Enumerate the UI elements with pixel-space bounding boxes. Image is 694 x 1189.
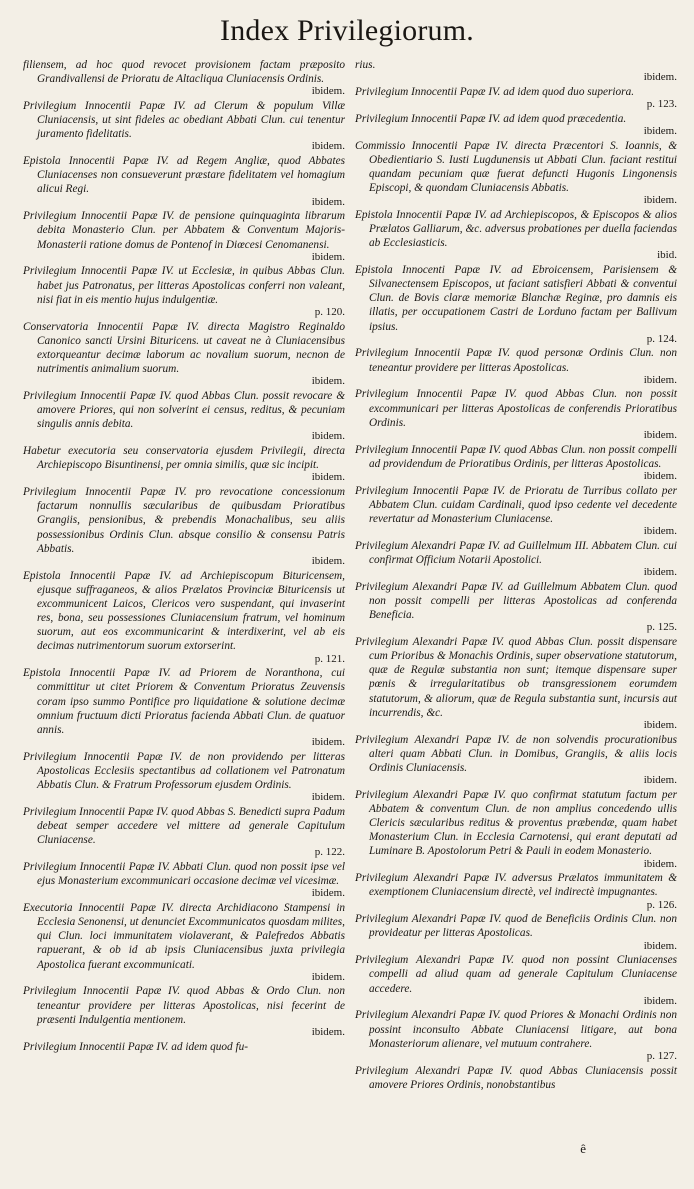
entry-text: Privilegium Innocentii Papæ IV. de Prioratu de Turribus collato per Abbatem Clun. cuidam Cardinali, quod ipso cedente vel decedente revertatur ad Monasterium Cluniacense. [355,484,677,525]
index-entry [23,569,345,665]
index-entry [355,208,677,262]
index-entry [23,264,345,318]
entry-text: Epistola Innocentii Papæ IV. ad Regem Angliæ, quod Abbates Cluniacenses non consueverunt præstare fidelitatem vel homagium alicui Regi. [23,155,345,196]
index-entry [23,444,345,484]
index-entry [23,750,345,804]
entry-text: Privilegium Innocentii Papæ IV. quod Abbas Clun. possit revocare & amovere Priores, qui non solverint ei census, reditus, & pecuniam singulis annis debita. [23,389,345,431]
index-entry [355,1008,677,1062]
index-entry [355,912,677,952]
page-reference: ibidem. [311,250,345,263]
page-reference: ibidem. [643,857,677,870]
page-reference: p. 123. [646,98,677,110]
entry-text: Privilegium Innocentii Papæ IV. quod Abbas Clun. non possit excommunicari per litteras Apostolicas de conferendis Prioratibus Ordinis. [355,388,677,429]
entry-text: Privilegium Innocentii Papæ IV. de pensione quinquaginta librarum debita Monasterio Clun. per Abbatem & Conventum Majoris-Monasterii ratione domus de Pontenof in Diœcesi Cenomanensi. [23,210,345,251]
index-entry [23,154,345,208]
entry-text: Epistola Innocenti Papæ IV. ad Ebroicensem, Parisiensem & Silvanectensem Episcopos, ut faciant satisfieri Abbati & conventui Clun. de Bovis claræ memoriæ Blanchæ Reginæ, pro damnis eis illatis, per occupationem Castri de Lorduno factam per Ballivum ipsius. [355,264,677,333]
index-entry [355,635,677,731]
entry-text: Privilegium Alexandri Papæ IV. quod Priores & Monachi Ordinis non possint inconsulto Abbate Cluniacensi litigare, aut bona Monasteriorum alienare, vel mutuum contrahere. [355,1009,677,1050]
page-reference: ibidem. [643,939,677,952]
page-reference: ibidem. [643,469,677,482]
index-entry [23,984,345,1038]
entry-text: Privilegium Alexandri Papæ IV. de non solvendis procurationibus alteri quam Abbati Clun. in Domibus, Grangiis, & aliis locis Ordinis Cluniacensis. [355,733,677,774]
entry-text: Privilegium Innocentii Papæ IV. Abbati Clun. quod non possit ipse vel ejus Monasterium excommunicari occasione decimæ vel vicesimæ. [23,860,345,888]
page-reference: ibidem. [643,525,677,538]
entry-text: rius. [355,59,376,71]
page-reference: ibidem. [643,194,677,207]
page-reference: ibidem. [311,735,345,748]
page-reference: ibid. [657,249,677,262]
index-entry [23,901,345,983]
left-column [23,58,345,1055]
page-reference: ibidem. [311,970,345,983]
index-entry [355,539,677,579]
page-reference: p. 127. [646,1049,677,1062]
entry-text: Privilegium Innocentii Papæ IV. de non providendo per litteras Apostolicas Ecclesiis spectantibus ad collationem vel Patronatum Abbatis Clun. & Fratrum Professorum ejusdem Ordinis. [23,750,345,791]
index-entry [355,139,677,207]
page-reference: ibidem. [311,430,345,443]
entry-text: Privilegium Alexandri Papæ IV. quo confirmat statutum factum per Abbatem & conventum Clun. de non amplius concedendo ullis Clericis sæcularibus reditus & proventus præbendæ, quam habet Monasterium Clun. in Ecclesia Carnotensi, qui erant deputati ad Luminare B. Apostolorum Petri & Pauli in eodem Monasterio. [355,788,677,858]
right-column [355,58,677,1093]
index-entry [355,788,677,870]
entry-text: Privilegium Innocentii Papæ IV. ad idem quod fu- [23,1040,249,1053]
page-title: Index Privilegiorum. [220,14,474,47]
index-entry [355,733,677,787]
catchword: ê [580,1141,586,1156]
entry-text: Privilegium Alexandri Papæ IV. ad Guillelmum Abbatem Clun. quod non possit compelli per litteras Apostolicas ad conferenda Beneficia. [355,580,677,622]
page-reference: ibidem. [311,554,345,567]
page-reference: ibidem. [643,994,677,1007]
entry-text: Privilegium Innocentii Papæ IV. quod Abbas & Ordo Clun. non teneantur providere per litteras Apostolicas, nisi fecerint de præsenti Indulgentia mentionem. [23,985,345,1026]
page-reference: ibidem. [311,195,345,208]
entry-text: Privilegium Alexandri Papæ IV. quod Abbas Cluniacensis possit amovere Priores Ordinis, nonobstantibus [355,1064,677,1091]
index-entry [355,112,677,138]
page-reference: p. 124. [646,332,677,345]
index-entry [23,320,345,388]
entry-text: Privilegium Innocentii Papæ IV. ut Ecclesiæ, in quibus Abbas Clun. habet jus Patronatus, per litteras Apostolicas conferri non valeant, nisi fiat in eis mentio hujus indulgentiæ. [23,265,345,306]
entry-text: Privilegium Innocentii Papæ IV. ad idem quod duo superiora. [355,85,635,98]
page-reference: p. 126. [646,898,677,911]
index-entry [355,58,677,84]
entry-text: Privilegium Alexandri Papæ IV. quod non possint Cluniacenses compelli ad aliud quam ad generale Capitulum Cluniacense accedere. [355,954,677,995]
index-entry [23,1040,345,1054]
entry-text: Privilegium Alexandri Papæ IV. quod Abbas Clun. possit dispensare cum Prioribus & Monachis Ordinis, super observatione statutorum, quæ de Regulæ substantia non sunt; itemque dispensare super pœnis & irregularitatibus ob transgressionem eorumdem statutorum, & aliorum, quæ de Regula substantia sunt, incursis aut incurrendis, &c. [355,635,677,719]
entry-text: Privilegium Innocentii Papæ IV. ad idem quod præcedentia. [355,112,627,125]
page-reference: ibidem. [643,566,677,579]
index-entry [23,860,345,900]
entry-text: Privilegium Innocentii Papæ IV. pro revocatione concessionum factarum nonnullis sæcularibus de quibusdam Prioratibus Grangiis, pensionibus, & prebendis Monachalibus, seu aliis possessionibus Ordinis Clun. absque consilio & consensu Patris Abbatis. [23,486,345,555]
page-reference: ibidem. [311,1025,345,1038]
index-entry [355,580,677,634]
page-reference: ibidem. [643,124,677,137]
page-reference: ibidem. [643,373,677,386]
index-entry [23,209,345,263]
entry-text: Privilegium Innocentii Papæ IV. ad Clerum & populum Villæ Cluniacensis, ut sint fideles ac obediant Abbati Clun. cui tenentur juramento fidelitatis. [23,100,345,141]
entry-text: Epistola Innocentii Papæ IV. ad Archiepiscopum Bituricensem, ejusque suffraganeos, & alios Prælatos Provinciæ Bituricensis ut excommunicent Laicos, Clericos vero suspendant, qui invaserint res, bona, seu possessiones Cluniacensium fratrum, vel hominum suorum, aut eos excommunicarint & interdixerint, vel ab eis decimas nutrimentorum suorum extorserint. [23,569,345,653]
page-reference: ibidem. [311,471,345,484]
page-reference: ibidem. [643,718,677,731]
page-reference: ibidem. [311,375,345,388]
page-reference: ibidem. [311,887,345,900]
page-reference: ibidem. [643,774,677,787]
entry-text: Conservatoria Innocentii Papæ IV. directa Magistro Reginaldo Canonico sancti Ursini Bituricens. ut caveat ne à Cluniacensibus extorqueantur decimæ laborum ac novalium suorum, necnon de nutrimentis animalium suorum. [23,320,345,376]
index-entry [355,484,677,538]
index-entry [23,99,345,153]
entry-text: Commissio Innocentii Papæ IV. directa Præcentori S. Ioannis, & Obedientiario S. Iusti Lugdunensis ut Abbati Clun. faciant restitui quandam pecuniam quæ fuerat defuncti Hugonis Lingonensis Episcopi, & quondam Cluniacensis Abbatis. [355,139,677,194]
page-reference: ibidem. [643,428,677,441]
index-entry [23,58,345,98]
index-entry [355,346,677,386]
page-reference: ibidem. [311,140,345,153]
entry-text: Privilegium Innocentii Papæ IV. quod personæ Ordinis Clun. non teneantur providere per litteras Apostolicas. [355,347,677,374]
page-reference: ibidem. [311,85,345,98]
entry-text: filiensem, ad hoc quod revocet provisionem factam præposito Grandivallensi de Prioratu de Altacliqua Cluniacensis Ordinis. [23,59,345,86]
entry-text: Privilegium Alexandri Papæ IV. ad Guillelmum III. Abbatem Clun. cui confirmat Officium Notarii Apostolici. [355,539,677,566]
page-reference: p. 122. [314,846,345,859]
index-entry [23,666,345,748]
index-entry [355,871,677,911]
index-entry [355,387,677,441]
page-reference: p. 120. [314,305,345,318]
entry-text: Privilegium Innocentii Papæ IV. quod Abbas Clun. non possit compelli ad providendum de Prioratibus Ordinis, per litteras Apostolicas. [355,443,677,470]
entry-text: Privilegium Alexandri Papæ IV. adversus Prælatos immunitatem & exemptionem Cluniacensium directè, vel indirectè impugnantes. [355,872,677,899]
entry-text: Privilegium Innocentii Papæ IV. quod Abbas S. Benedicti supra Padum debeat semper accedere vel mittere ad generale Capitulum Cluniacense. [23,805,345,847]
entry-text: Epistola Innocentii Papæ IV. ad Archiepiscopos, & Episcopos & alios Prælatos Galliarum, &c. adversus probationes per duella faciendas ab Ecclesiasticis. [355,208,677,250]
entry-text: Habetur executoria seu conservatoria ejusdem Privilegii, directa Archiepiscopo Bisuntinensi, per omnia similis, quæ sic incipit. [23,445,345,472]
index-entry [355,85,677,111]
entry-text: Executoria Innocentii Papæ IV. directa Archidiacono Stampensi in Ecclesia Senonensi, ut denunciet Excommunicatos quosdam milites, qui Clun. loci immunitatem violaverant, & Palefredos Abbatis rapuerant, & ob id ab ipsis Cluniacensibus juxta privilegia Apostolica fuerant excommunicati. [23,901,345,971]
index-entry [23,389,345,443]
entry-text: Epistola Innocentii Papæ IV. ad Priorem de Noranthona, cui committitur ut citet Priorem & Conventum Prioratus Zeuvensis coram ipso summo Pontifice pro liquidatione & solutione decimæ omnium fructuum dicti Prioratus facienda Abbati Clun. de quatuor annis. [23,667,345,736]
index-entry [355,953,677,1007]
index-entry [355,263,677,345]
index-entry [23,485,345,567]
index-entry [355,1064,677,1092]
index-entry [355,443,677,483]
page-reference: p. 121. [314,652,345,665]
page-reference: ibidem. [643,71,677,84]
index-entry [23,805,345,859]
entry-text: Privilegium Alexandri Papæ IV. quod de Beneficiis Ordinis Clun. non provideatur per litteras Apostolicas. [355,913,677,940]
page-reference: ibidem. [311,791,345,804]
page-reference: p. 125. [646,621,677,634]
